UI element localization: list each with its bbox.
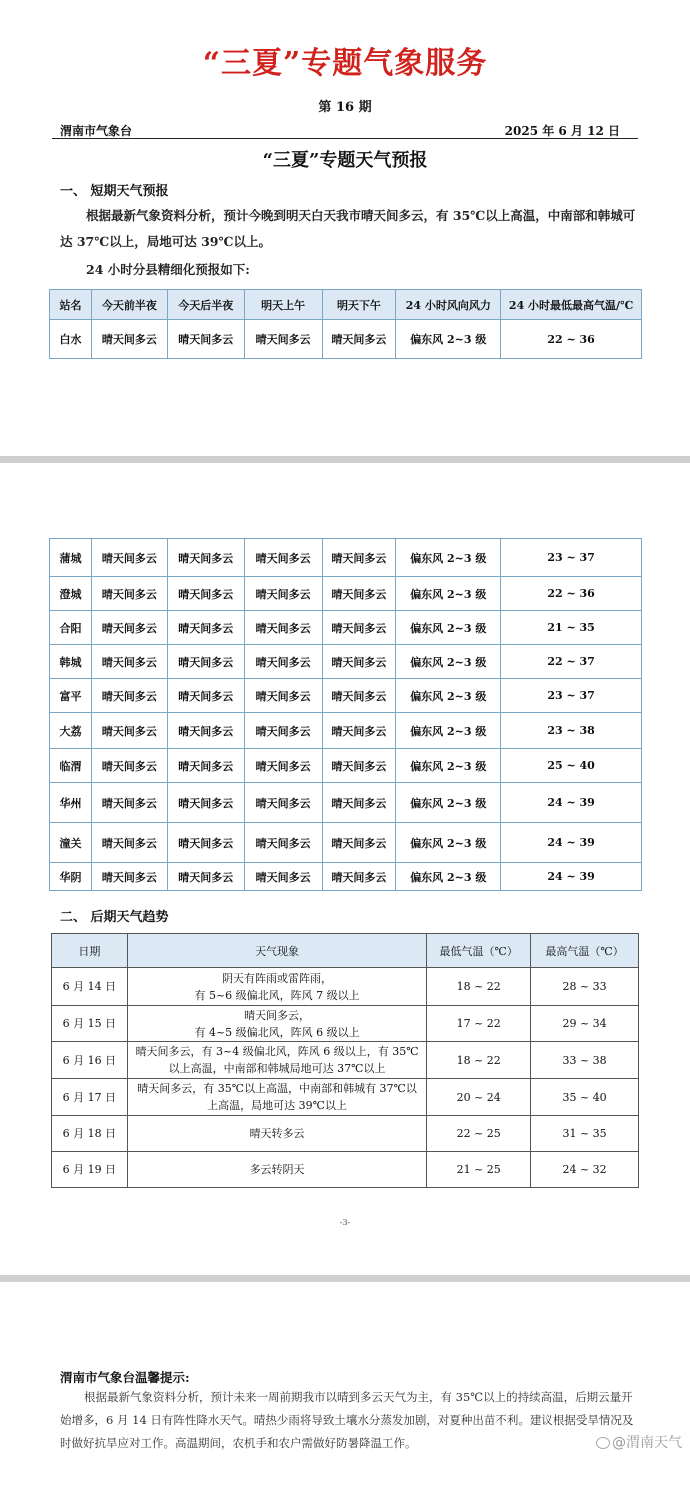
column-header: 最低气温（℃） [427,934,531,968]
table-row [50,539,642,577]
station-cell: 澄城 [50,577,92,611]
temperature-cell: 18 ~ 22 [427,968,531,1006]
table-cell: 21 ~ 35 [501,611,642,645]
table-cell: 晴天间多云 [322,783,396,823]
table-cell: 偏东风 2~3 级 [396,577,501,611]
table-cell: 晴天间多云 [167,645,244,679]
temperature-cell: 20 ~ 24 [427,1079,531,1116]
table-cell: 晴天间多云 [167,679,244,713]
column-header: 站名 [50,290,92,320]
table-cell: 晴天间多云 [91,749,167,783]
table-row [50,679,642,713]
table-row [52,968,639,1006]
station-cell: 蒲城 [50,539,92,577]
station-cell: 韩城 [50,645,92,679]
page-divider [0,1275,690,1282]
weather-cell: 阴天有阵雨或雷阵雨， 有 5~6 级偏北风，阵风 7 级以上 [127,968,426,1006]
station-cell: 富平 [50,679,92,713]
station-cell: 大荔 [50,713,92,749]
county-forecast-table-page1 [49,289,642,359]
station-cell: 临渭 [50,749,92,783]
table-cell: 晴天间多云 [167,863,244,891]
table-cell: 晴天间多云 [167,577,244,611]
table-cell: 晴天间多云 [91,863,167,891]
tips-heading: 渭南市气象台温馨提示: [60,1370,190,1385]
table-row [50,645,642,679]
table-cell: 偏东风 2~3 级 [396,863,501,891]
section-short-term-heading: 一、 短期天气预报 [60,184,169,199]
table-cell: 偏东风 2~3 级 [396,645,501,679]
table-cell: 晴天间多云 [244,611,322,645]
table-row [52,1152,639,1188]
table-cell: 晴天间多云 [91,645,167,679]
table-cell: 偏东风 2~3 级 [396,539,501,577]
table-cell: 晴天间多云 [322,320,396,359]
table-cell: 晴天间多云 [167,749,244,783]
table-cell: 偏东风 2~3 级 [396,320,501,359]
page-divider [0,456,690,463]
table-row [52,1042,639,1079]
section-trend-heading: 二、 后期天气趋势 [60,910,169,925]
county-table-intro: 24 小时分县精细化预报如下: [86,262,250,277]
table-row [50,713,642,749]
table-cell: 22 ~ 36 [501,320,642,359]
table-cell: 22 ~ 36 [501,577,642,611]
table-cell: 偏东风 2~3 级 [396,713,501,749]
table-cell: 晴天间多云 [244,577,322,611]
table-cell: 晴天间多云 [244,863,322,891]
table-row [50,863,642,891]
column-header: 今天前半夜 [91,290,167,320]
table-cell: 晴天间多云 [91,679,167,713]
table-cell: 晴天间多云 [91,823,167,863]
temperature-cell: 33 ~ 38 [531,1042,639,1079]
table-row [50,749,642,783]
table-cell: 晴天间多云 [322,679,396,713]
table-row [52,1079,639,1116]
column-header: 日期 [52,934,128,968]
table-cell: 晴天间多云 [167,713,244,749]
table-cell: 晴天间多云 [91,539,167,577]
table-cell: 晴天间多云 [167,539,244,577]
table-cell: 晴天间多云 [91,783,167,823]
table-cell: 晴天间多云 [91,611,167,645]
document-title: “三夏”专题气象服务 [202,46,488,81]
table-cell: 晴天间多云 [244,749,322,783]
table-cell: 23 ~ 37 [501,539,642,577]
weather-cell: 晴天间多云， 有 4~5 级偏北风，阵风 6 级以上 [127,1006,426,1042]
table-row [50,783,642,823]
header-rule [52,138,638,139]
table-row [50,823,642,863]
table-cell: 晴天间多云 [167,823,244,863]
date-cell: 6 月 14 日 [52,968,128,1006]
column-header: 24 小时最低最高气温/℃ [501,290,642,320]
county-forecast-table-page2 [49,538,642,891]
table-row [50,577,642,611]
table-cell: 晴天间多云 [322,611,396,645]
column-header: 明天下午 [322,290,396,320]
table-cell: 晴天间多云 [322,823,396,863]
temperature-cell: 35 ~ 40 [531,1079,639,1116]
station-cell: 华阴 [50,863,92,891]
table-header-row [50,290,642,320]
temperature-cell: 28 ~ 33 [531,968,639,1006]
table-cell: 偏东风 2~3 级 [396,749,501,783]
table-cell: 晴天间多云 [91,713,167,749]
table-cell: 晴天间多云 [244,783,322,823]
table-cell: 晴天间多云 [91,577,167,611]
table-cell: 23 ~ 37 [501,679,642,713]
table-cell: 晴天间多云 [244,539,322,577]
table-cell: 偏东风 2~3 级 [396,823,501,863]
organization-name: 渭南市气象台 [60,124,133,138]
column-header: 24 小时风向风力 [396,290,501,320]
weather-cell: 多云转阴天 [127,1152,426,1188]
date-cell: 6 月 19 日 [52,1152,128,1188]
temperature-cell: 29 ~ 34 [531,1006,639,1042]
weibo-icon [596,1437,610,1449]
table-cell: 晴天间多云 [244,713,322,749]
table-row [50,320,642,359]
weather-cell: 晴天转多云 [127,1116,426,1152]
trend-table [51,933,639,1188]
table-cell: 晴天间多云 [244,645,322,679]
table-cell: 23 ~ 38 [501,713,642,749]
temperature-cell: 18 ~ 22 [427,1042,531,1079]
table-cell: 24 ~ 39 [501,783,642,823]
table-cell: 晴天间多云 [91,320,167,359]
table-cell: 晴天间多云 [244,320,322,359]
table-cell: 晴天间多云 [322,539,396,577]
tips-paragraph: 根据最新气象资料分析，预计未来一周前期我市以晴到多云天气为主，有 35℃以上的持续高温，后期云量开始增多，6 月 14 日有阵性降水天气。晴热少雨将导致土壤水分蒸发加剧，对夏种出苗不利。建议根据受旱情况及时做好抗旱应对工作。高温期间，农机手和农户需做好防暑降温工作。 [60,1390,634,1450]
column-header: 天气现象 [127,934,426,968]
table-cell: 晴天间多云 [322,749,396,783]
weather-cell: 晴天间多云，有 3~4 级偏北风，阵风 6 级以上，有 35℃以上高温，中南部和韩城局地可达 37℃以上 [127,1042,426,1079]
issue-number: 第 16 期 [318,100,372,115]
column-header: 今天后半夜 [167,290,244,320]
table-cell: 偏东风 2~3 级 [396,783,501,823]
table-cell: 晴天间多云 [167,611,244,645]
temperature-cell: 17 ~ 22 [427,1006,531,1042]
station-cell: 白水 [50,320,92,359]
table-cell: 24 ~ 39 [501,823,642,863]
table-cell: 晴天间多云 [244,679,322,713]
issue-date: 2025 年 6 月 12 日 [504,124,620,138]
date-cell: 6 月 18 日 [52,1116,128,1152]
temperature-cell: 24 ~ 32 [531,1152,639,1188]
watermark [596,1432,682,1452]
table-cell: 晴天间多云 [244,823,322,863]
temperature-cell: 21 ~ 25 [427,1152,531,1188]
table-cell: 晴天间多云 [322,577,396,611]
temperature-cell: 22 ~ 25 [427,1116,531,1152]
column-header: 最高气温（℃） [531,934,639,968]
station-cell: 华州 [50,783,92,823]
table-cell: 晴天间多云 [322,863,396,891]
watermark-text: @渭南天气 [612,1435,682,1451]
column-header: 明天上午 [244,290,322,320]
table-cell: 偏东风 2~3 级 [396,679,501,713]
table-cell: 晴天间多云 [167,320,244,359]
table-header-row [52,934,639,968]
table-cell: 22 ~ 37 [501,645,642,679]
table-cell: 晴天间多云 [322,713,396,749]
table-cell: 晴天间多云 [322,645,396,679]
weather-cell: 晴天间多云，有 35℃以上高温，中南部和韩城有 37℃以上高温，局地可达 39℃以上 [127,1079,426,1116]
table-cell: 25 ~ 40 [501,749,642,783]
forecast-title: “三夏”专题天气预报 [262,150,428,171]
station-cell: 合阳 [50,611,92,645]
table-row [52,1116,639,1152]
table-cell: 晴天间多云 [167,783,244,823]
table-row [50,611,642,645]
date-cell: 6 月 16 日 [52,1042,128,1079]
temperature-cell: 31 ~ 35 [531,1116,639,1152]
table-cell: 24 ~ 39 [501,863,642,891]
date-cell: 6 月 17 日 [52,1079,128,1116]
table-cell: 偏东风 2~3 级 [396,611,501,645]
page-number: -3- [339,1218,351,1227]
station-cell: 潼关 [50,823,92,863]
short-term-paragraph: 根据最新气象资料分析，预计今晚到明天白天我市晴天间多云，有 35℃以上高温，中南部和韩城可达 37℃以上，局地可达 39℃以上。 [60,208,636,249]
date-cell: 6 月 15 日 [52,1006,128,1042]
table-row [52,1006,639,1042]
